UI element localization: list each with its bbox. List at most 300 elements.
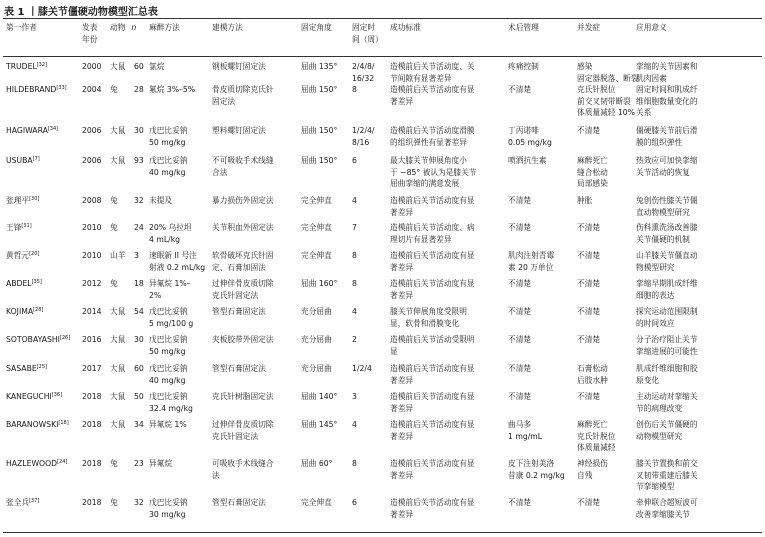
complications-cell [577,155,608,190]
significance-cell [636,419,698,442]
modeling-method-cell-line: 软骨破坏克氏针固 [212,251,274,260]
success-criteria-cell [390,250,475,273]
significance-cell-line: 挛缩进展的可能性 [636,346,698,356]
complications-cell-line: 神经损伤 [577,459,608,468]
significance-cell-line: 关节活动的恢复 [636,167,690,177]
anesthesia-cell-line: 异氟烷 1%– [149,279,191,288]
complications-cell-line: 后肢水肿 [577,375,608,385]
fixation-time-cell-line: 16/32 [352,73,375,83]
header-angle-line: 固定角度 [301,23,332,32]
animal-cell [110,84,144,96]
significance-cell [636,195,698,218]
success-criteria-cell-line: 造模前后关节活动度有显 [390,196,475,205]
fixation-angle-cell-line: 完全伸直 [301,223,332,232]
header-time-line: 固定时 [352,23,376,32]
significance-cell-line: 挛缩的关节因素和 [636,62,698,71]
success-criteria-cell-line: 造模前后关节活动度有显 [390,279,475,288]
author-cell [6,222,32,234]
significance-cell [636,250,698,273]
sample-size: 34 [134,420,144,429]
anesthesia-cell-line: 异氟烷 [149,459,173,468]
significance-cell-line: 分子治疗阻止关节 [636,335,698,344]
fixation-angle-cell [301,222,332,234]
postop-care-cell [508,250,554,273]
fixation-angle-cell [301,497,332,509]
significance-cell-line: 肌成纤维细胞和胶 [636,364,698,373]
success-criteria-cell [390,195,475,218]
postop-care-cell-line: 1 mg/mL [508,431,543,441]
reference-number: [24] [57,459,68,465]
header-year-line: 发表 [82,23,98,32]
fixation-time-cell-line: 1/2/4/ [352,126,375,135]
fixation-angle-cell-line: 屈曲 160° [301,279,338,288]
fixation-angle-cell-line: 屈曲 140° [301,392,338,401]
complications-cell-line: 麻醉死亡 [577,420,608,429]
anesthesia-cell [149,278,191,301]
fixation-angle-cell [301,84,337,96]
anesthesia-cell-line: 4 mL/kg [149,234,181,244]
fixation-angle-cell [301,125,337,137]
reference-number: [33] [56,85,67,91]
postop-care-cell [508,195,531,207]
fixation-time-cell-line: 8 [352,251,357,260]
modeling-method-cell-line: 过伸伴骨皮质切除 [212,420,274,429]
anesthesia-cell [149,497,187,520]
header-author-line: 第一作者 [6,23,37,32]
complications-cell [577,419,615,454]
year-cell: 2006 [82,156,102,165]
postop-care-cell-line: 素 20 万单位 [508,262,554,272]
anesthesia-cell-line: 戊巴比妥钠 [149,392,188,401]
significance-cell [636,458,698,493]
anesthesia-cell-line: 20% 乌拉坦 [149,223,192,232]
significance-cell-line: 热效应可加快挛缩 [636,156,698,165]
success-criteria-cell-line: 著差异 [390,509,414,519]
postop-care-cell [508,334,531,346]
fixation-time-cell [352,84,357,96]
author-name: ABDEL [6,279,32,288]
year-cell: 2018 [82,392,102,401]
author-name: USUBA [6,156,33,165]
header-n-label: n [131,23,137,32]
reference-number: [36] [51,392,63,398]
year-cell: 2018 [82,420,102,429]
modeling-method-cell-line: 夹板胶带外固定法 [212,335,274,344]
sample-size: 30 [134,126,144,135]
animal-species: 兔 [110,459,118,468]
fixation-angle-cell-line: 屈曲 150° [301,156,338,165]
success-criteria-cell-line: 最大膝关节伸展角度小 [390,156,467,165]
complications-cell-line: 不清楚 [577,335,601,344]
author-cell [6,84,67,96]
year-cell: 2008 [82,196,102,205]
header-animal-label: 动物 [110,23,126,32]
success-criteria-cell [390,155,476,190]
modeling-method-cell-line: 定、石膏加固法 [212,262,266,272]
author-cell [6,334,70,346]
significance-cell [636,334,698,357]
significance-cell-line: 主动运动对挛缩关 [636,392,698,401]
modeling-method-cell [212,84,274,107]
postop-care-cell-line: 丁丙诺啡 [508,126,539,135]
modeling-method-cell-line: 法 [212,470,220,480]
sample-size: 28 [134,85,144,94]
significance-cell-line: 兔创伤性膝关节僵 [636,196,698,205]
anesthesia-cell [149,363,187,386]
complications-cell [577,278,600,290]
fixation-time-cell-line: 4 [352,196,357,205]
complications-cell-line: 缝合松动 [577,167,608,177]
fixation-time-cell [352,125,374,148]
modeling-method-cell [212,419,274,442]
postop-care-cell [508,278,531,290]
success-criteria-cell-line: 著差异 [390,262,414,272]
author-name: HAGIWARA [6,126,48,135]
animal-cell [110,334,144,346]
animal-species: 大鼠 [110,307,126,316]
complications-cell-line: 不清楚 [577,392,601,401]
anesthesia-cell-line: 40 mg/kg [149,375,186,385]
postop-care-cell-line: 不清楚 [508,196,532,205]
postop-care-cell [508,391,531,403]
success-criteria-cell-line: 著差异 [390,96,414,106]
reference-number: [7] [32,156,40,162]
postop-care-cell-line: 不清楚 [508,279,532,288]
postop-care-cell [508,497,531,509]
author-cell [6,155,40,167]
modeling-method-cell-line: 管型石膏固定法 [212,364,266,373]
complications-cell-line: 局部感染 [577,179,608,188]
header-author [6,22,37,34]
author-cell [6,458,67,470]
success-criteria-cell-line: 造模前后关节活动度滑膜 [390,126,475,135]
reference-number: [28] [33,307,44,313]
modeling-method-cell-line: 克氏针树脂固定法 [212,392,274,401]
success-criteria-cell [390,306,467,329]
success-criteria-cell [390,278,475,301]
fixation-angle-cell-line: 完全伸直 [301,196,332,205]
animal-species: 大鼠 [110,62,126,71]
anesthesia-cell [149,419,187,431]
animal-cell [110,61,144,73]
fixation-angle-cell [301,391,337,403]
fixation-angle-cell [301,334,332,346]
sample-size: 93 [134,156,144,165]
header-rule [3,56,762,57]
complications-cell [577,334,600,346]
fixation-time-cell [352,155,357,167]
significance-cell [636,222,698,245]
animal-species: 大鼠 [110,156,126,165]
postop-care-cell [508,84,531,96]
animal-cell [110,419,144,431]
modeling-method-cell [212,497,266,509]
postop-care-cell-line: 喷洒抗生素 [508,156,547,165]
header-care-line: 术后管理 [508,23,539,32]
sample-size: 3 [134,251,139,260]
animal-species: 大鼠 [110,335,126,344]
sample-size: 60 [134,62,144,71]
modeling-method-cell [212,306,266,318]
fixation-time-cell-line: 2/4/8/ [352,62,375,71]
author-cell [6,306,43,318]
fixation-time-cell [352,419,357,431]
anesthesia-cell-line: 40 mg/kg [149,167,186,177]
anesthesia-cell-line: 氯烷 [149,62,165,71]
anesthesia-cell-line: 50 mg/kg [149,346,186,356]
author-name: HILDEBRAND [6,85,57,94]
success-criteria-cell-line: 著差异 [390,403,414,413]
complications-cell [577,497,600,509]
animal-species: 大鼠 [110,126,126,135]
author-name: 张理平 [6,196,30,205]
anesthesia-cell-line: 未提及 [149,196,173,205]
success-criteria-cell [390,391,475,414]
animal-species: 大鼠 [110,364,126,373]
author-name: KANEGUCHI [6,392,52,401]
fixation-angle-cell [301,195,332,207]
anesthesia-cell [149,155,187,178]
author-cell [6,419,69,431]
year-cell: 2012 [82,279,102,288]
animal-species: 兔 [110,223,118,232]
animal-cell [110,195,144,207]
postop-care-cell-line: 疼痛控制 [508,62,539,71]
complications-cell [577,84,635,119]
sample-size: 32 [134,498,144,507]
anesthesia-cell [149,125,187,148]
significance-cell [636,306,698,329]
fixation-angle-cell-line: 完全伸直 [301,251,332,260]
significance-cell-line: 膜的组织弹性 [636,137,683,147]
significance-cell-line: 伤科熏洗汤改善膝 [636,223,698,232]
anesthesia-cell [149,458,172,470]
sample-size: 30 [134,335,144,344]
complications-cell [577,222,600,234]
header-criteria [390,22,421,34]
success-criteria-cell-line: 造模前后关节活动度有显 [390,420,475,429]
reference-number: [25] [36,364,47,370]
complications-cell-line: 感染 [577,62,593,71]
success-criteria-cell-line: 造模前后关节活动受限明 [390,335,475,344]
anesthesia-cell [149,195,172,207]
fixation-time-cell [352,250,357,262]
complications-cell-line: 不清楚 [577,307,601,316]
significance-cell [636,391,698,414]
animal-species: 兔 [110,196,118,205]
significance-cell [636,125,698,148]
animal-species: 兔 [110,85,118,94]
modeling-method-cell [212,334,274,346]
year-cell: 2017 [82,364,102,373]
complications-cell [577,61,639,84]
success-criteria-cell-line: 造模前后关节活动度有显 [390,392,475,401]
success-criteria-cell-line: 造模前后关节活动度、关 [390,62,475,71]
fixation-time-cell-line: 3 [352,392,357,401]
author-name: 王锋 [6,223,22,232]
complications-cell [577,306,600,318]
fixation-time-cell [352,222,357,234]
fixation-angle-cell-line: 屈曲 150° [301,85,338,94]
fixation-time-cell-line: 6 [352,156,357,165]
postop-care-cell [508,125,552,148]
complications-cell-line: 肿胀 [577,196,593,205]
anesthesia-cell-line: 32.4 mg/kg [149,403,193,413]
header-criteria-line: 成功标准 [390,23,421,32]
fixation-time-cell-line: 6 [352,498,357,507]
success-criteria-cell-line: 造模前后关节活动度有显 [390,251,475,260]
complications-cell-line: 体质量减轻 10% [577,108,635,117]
header-animal [110,22,136,34]
anesthesia-cell-line: 戊巴比妥钠 [149,498,188,507]
modeling-method-cell [212,391,274,403]
anesthesia-cell-line: 戊巴比妥钠 [149,335,188,344]
success-criteria-cell-line: 著差异 [390,207,414,217]
modeling-method-cell [212,278,274,301]
author-cell [6,61,47,73]
fixation-time-cell-line: 4 [352,307,357,316]
significance-cell [636,84,698,119]
anesthesia-cell-line: 戊巴比妥钠 [149,156,188,165]
significance-cell [636,155,698,178]
fixation-angle-cell-line: 屈曲 60° [301,459,333,468]
modeling-method-cell-line: 不可吸收手术线缝 [212,156,274,165]
reference-number: [18] [58,420,69,426]
author-name: KOJIMA [6,307,34,316]
animal-cell [110,391,144,403]
modeling-method-cell-line: 管型石膏固定法 [212,498,266,507]
postop-care-cell-line: 不清楚 [508,498,532,507]
fixation-angle-cell [301,306,332,318]
modeling-method-cell-line: 克氏针固定法 [212,431,259,441]
postop-care-cell-line: 肌肉注射青霉 [508,251,555,260]
header-significance-line: 应用意义 [636,23,667,32]
modeling-method-cell-line: 可吸收手术线缝合 [212,459,274,468]
success-criteria-cell [390,497,475,520]
complications-cell [577,125,600,137]
header-anesthesia-line: 麻醉方法 [149,23,180,32]
success-criteria-cell-line: 著差异 [390,290,414,300]
fixation-angle-cell [301,458,332,470]
reference-number: [31] [21,223,32,229]
postop-care-cell-line: 不清楚 [508,85,532,94]
significance-cell-line: 细胞的表达 [636,290,675,300]
fixation-angle-cell-line: 屈曲 145° [301,420,338,429]
modeling-method-cell-line: 钢板螺钉固定法 [212,62,266,71]
fixation-time-cell [352,458,357,470]
success-criteria-cell [390,61,475,84]
significance-cell [636,61,698,84]
reference-number: [37] [29,498,40,504]
significance-cell [636,278,698,301]
sample-size: 24 [134,223,144,232]
animal-species: 兔 [110,279,118,288]
complications-cell-line: 不清楚 [577,251,601,260]
anesthesia-cell-line: 异氟烷 1% [149,420,187,429]
significance-cell-line: 改善挛缩膝关节 [636,509,690,519]
complications-cell-line: 不清楚 [577,279,601,288]
postop-care-cell [508,458,565,481]
sample-size: 54 [134,307,144,316]
fixation-time-cell-line: 2 [352,335,357,344]
modeling-method-cell [212,222,274,234]
author-cell [6,363,47,375]
success-criteria-cell [390,222,475,245]
complications-cell-line: 克氏针脱位 [577,431,616,441]
fixation-time-cell-line: 8 [352,279,357,288]
modeling-method-cell-line: 固定法 [212,96,236,106]
significance-cell-line: 节的病理改变 [636,403,683,413]
anesthesia-cell-line: 2% [149,290,162,300]
year-cell: 2018 [82,498,102,507]
complications-cell-line: 不清楚 [577,498,601,507]
animal-species: 大鼠 [110,420,126,429]
animal-cell [110,278,144,290]
header-year-line: 年份 [82,35,98,44]
author-name: BARANOWSKI [6,420,59,429]
header-method-line: 建模方法 [212,23,243,32]
fixation-angle-cell-line: 屈曲 135° [301,62,338,71]
anesthesia-cell-line: 戊巴比妥钠 [149,364,188,373]
fixation-time-cell [352,363,372,375]
significance-cell-line: 维细胞数量变化的 [636,96,698,106]
fixation-angle-cell-line: 屈曲 150° [301,126,338,135]
animal-cell [110,250,139,262]
fixation-time-cell-line: 7 [352,223,357,232]
postop-care-cell-line: 昔康 0.2 mg/kg [508,470,565,480]
postop-care-cell-line: 不清楚 [508,335,532,344]
fixation-time-cell-line: 1/2/4 [352,364,372,373]
success-criteria-cell-line: 理切片有显著差异 [390,234,452,244]
modeling-method-cell [212,363,266,375]
reference-number: [32] [36,62,47,68]
anesthesia-cell [149,306,193,329]
fixation-time-cell [352,497,357,509]
header-anesthesia [149,22,180,34]
significance-cell-line: 膝关节置换和前交 [636,459,698,468]
author-cell [6,250,39,262]
animal-cell [110,497,144,509]
header-care [508,22,539,34]
author-name: HAZLEWOOD [6,459,58,468]
animal-species: 大鼠 [110,392,126,401]
complications-cell [577,391,600,403]
success-criteria-cell-line: 著差异 [390,431,414,441]
modeling-method-cell [212,125,266,137]
anesthesia-cell [149,250,205,273]
complications-cell-line: 不清楚 [577,223,601,232]
success-criteria-cell-line: 著差异 [390,470,414,480]
modeling-method-cell-line: 关节积血外固定法 [212,223,274,232]
fixation-angle-cell [301,278,337,290]
modeling-method-cell-line: 过伸伴骨皮质切除 [212,279,274,288]
success-criteria-cell-line: 造模前后关节活动度有显 [390,85,475,94]
success-criteria-cell-line: 显 [390,346,398,356]
postop-care-cell-line: 不清楚 [508,307,532,316]
significance-cell-line: 叉韧带重建后膝关 [636,470,698,480]
complications-cell-line: 不清楚 [577,126,601,135]
header-year [82,22,97,46]
postop-care-cell [508,306,531,318]
animal-cell [110,125,144,137]
author-name: 张全兵 [6,498,30,507]
significance-cell-line: 固定时间和肌成纤 [636,85,698,94]
fixation-time-cell-line: 8 [352,85,357,94]
success-criteria-cell [390,84,475,107]
anesthesia-cell-line: 5 mg/100 g [149,318,194,328]
animal-cell [110,363,144,375]
postop-care-cell-line: 不清楚 [508,392,532,401]
